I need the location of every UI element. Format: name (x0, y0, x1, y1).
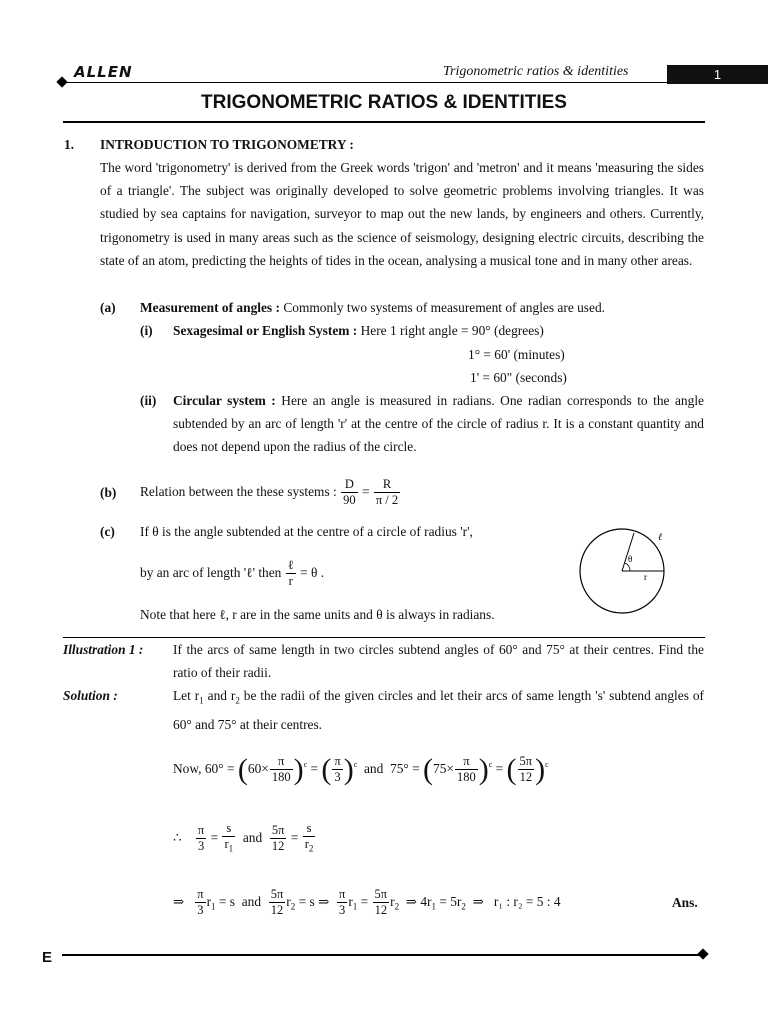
intro-paragraph: The word 'trigonometry' is derived from the Greek words 'trigon' and 'metron' and it means 'measuring the sides of a triangle'. The subject was originally developed to solve geometric problems involving triangles. It was studied by sea captains for navigation, surveyor to map out the new lands, by engineers and others. Currently, trigonometry is used in many areas such as the science of seismology, designing electric circuits, describing the state of an atom, predicting the heights of tides in the ocean, analysing a musical tone and in many other areas. (100, 160, 704, 268)
theta-label: θ (628, 554, 633, 564)
arc-over-radius-fraction: $\frac{\text{ℓ}}{r}$ (287, 558, 294, 589)
arc-label: ℓ (658, 532, 663, 543)
radius-label: r (644, 572, 647, 582)
radian-fraction: $\frac{R}{\pi / 2}$ (375, 477, 399, 508)
title-rule (63, 121, 705, 123)
implication-chain: ⇒ $\frac{\pi}{3}$ $r_1 = s$ and $\frac{5\pi}{12}$ $r_2 = s$ ⇒ $\frac{\pi}{3}$ $r_1$ = $\frac{5\pi}{12}$ $r_2$ ⇒ $4r_1 = 5r_2$ ⇒ r₁ : r₂ = 5 : 4 (173, 887, 561, 918)
seconds-relation: 1' = 60" (seconds) (470, 370, 567, 385)
part-a-ii-text: Circular system : Here an angle is measured in radians. One radian corresponds to the angle subtended by an arc of length 'r' at the centre of the circle of radius r. It is a constant quantity and does not depend upon the radius of the circle. (173, 393, 704, 455)
running-title: Trigonometric ratios & identities (443, 64, 629, 79)
footer-rule (62, 954, 703, 956)
page-number: 1 (667, 65, 768, 84)
header-rule (62, 82, 668, 83)
radian-circle-diagram (572, 528, 672, 618)
allen-logo: ALLEN (74, 63, 133, 81)
part-a-i-text: Sexagesimal or English System : Here 1 right angle = 90° (degrees) (173, 323, 544, 338)
part-a-text: Measurement of angles : Commonly two systems of measurement of angles are used. (140, 300, 605, 315)
footer-diamond-ornament (697, 948, 708, 959)
part-c-marker: (c) (100, 524, 115, 539)
section-number: 1. (64, 137, 75, 152)
degree-fraction: $\frac{D}{90}$ (343, 477, 356, 508)
page-title: TRIGONOMETRIC RATIOS & IDENTITIES (201, 92, 567, 113)
section-heading: INTRODUCTION TO TRIGONOMETRY : (100, 137, 354, 152)
angle-arc (625, 563, 630, 571)
ratio-equation: ∴ $\frac{\pi}{3}$ = $\frac{s}{r_1}$ and $\frac{5\pi}{12}$ = $\frac{s}{r_2}$ (173, 821, 314, 854)
illustration-label: Illustration 1 : (63, 642, 144, 657)
part-b-marker: (b) (100, 485, 117, 500)
answer-marker: Ans. (672, 895, 698, 910)
illustration-text: If the arcs of same length in two circles subtend angles of 60° and 75° at their centres. Find the ratio of their radii. (173, 642, 704, 681)
part-b-relation: Relation between the these systems : $\frac{D}{90}$ = $\frac{R}{\pi / 2}$ (140, 477, 399, 508)
part-c-line2: by an arc of length 'ℓ' then $\frac{\text{ℓ}}{r}$ = θ . (140, 558, 325, 589)
solution-label: Solution : (63, 688, 118, 703)
conversion-equation: Now, 60° = (60× $\frac{\pi}{180}$ )$^c$ = ( $\frac{\pi}{3}$ )$^c$ and 75° = (75× $\frac{\pi}{180}$ )$^c$ = ( $\frac{5\pi}{12}$ )$^c$ (173, 752, 549, 786)
solution-text: Let $r_1$ and $r_2$ be the radii of the given circles and let their arcs of same length 's' subtend angles of 60° and 75° at their centres. (173, 688, 704, 732)
part-c-line1: If θ is the angle subtended at the centre of a circle of radius 'r', (140, 524, 473, 539)
footer-letter: E (42, 949, 53, 966)
part-a-marker: (a) (100, 300, 116, 315)
part-a-ii-marker: (ii) (140, 393, 157, 408)
part-a-i-marker: (i) (140, 323, 153, 338)
minutes-relation: 1° = 60' (minutes) (468, 347, 565, 362)
part-c-note: Note that here ℓ, r are in the same units and θ is always in radians. (140, 607, 495, 622)
